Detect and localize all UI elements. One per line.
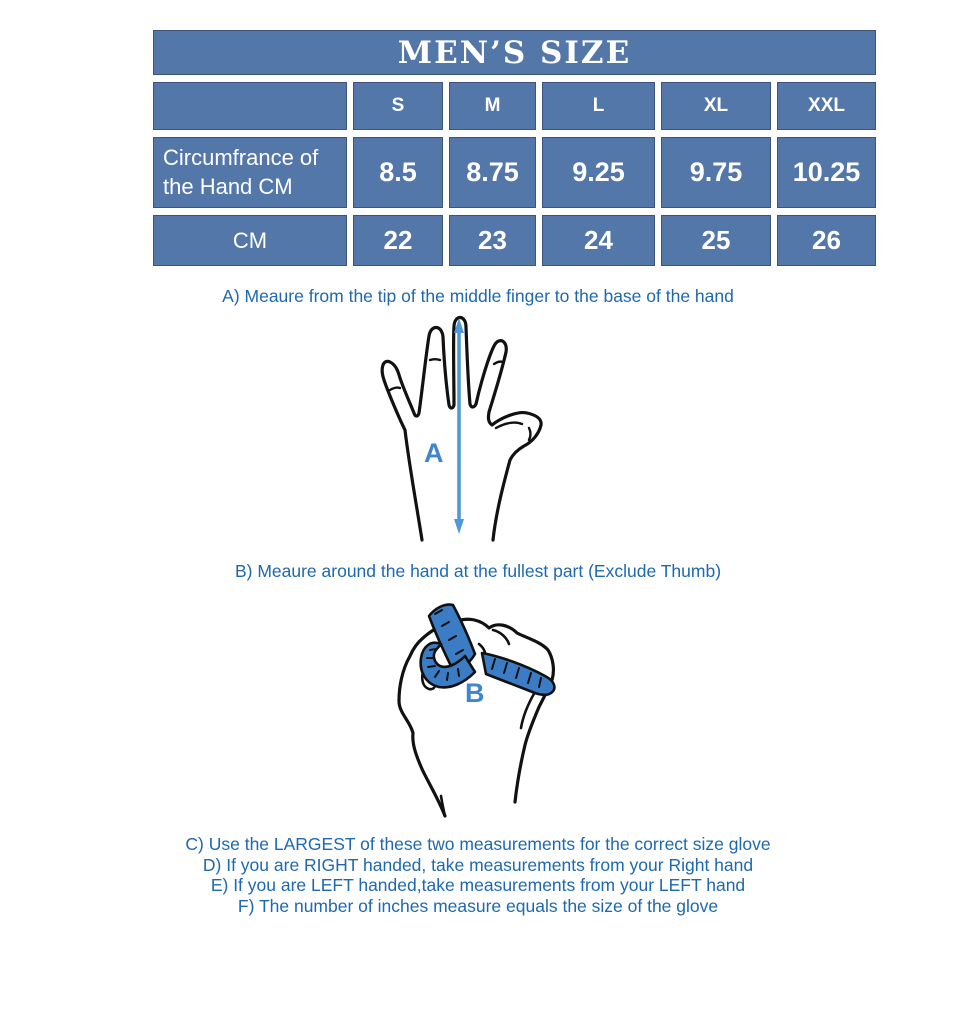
table-title: MEN’S SIZE (153, 30, 876, 75)
fist-measure-diagram (385, 592, 585, 830)
instruction-a: A) Meaure from the tip of the middle finger to the base of the hand (222, 286, 734, 306)
col-header-l: L (542, 82, 655, 130)
mens-size-table (153, 30, 876, 266)
circumference-value-s: 8.5 (353, 137, 443, 208)
circumference-value-l: 9.25 (542, 137, 655, 208)
col-header-xxl: XXL (777, 82, 876, 130)
row-label-cm: CM (153, 215, 347, 266)
cm-value-xxl: 26 (777, 215, 876, 266)
cm-value-xl: 25 (661, 215, 771, 266)
cm-value-m: 23 (449, 215, 536, 266)
open-hand-diagram (366, 312, 558, 544)
instruction-f: F) The number of inches measure equals the size of the glove (237, 895, 719, 916)
col-header-s: S (353, 82, 443, 130)
circumference-value-xxl: 10.25 (777, 137, 876, 208)
fist-diagram-label-b: B (465, 678, 485, 708)
cm-value-s: 22 (353, 215, 443, 266)
instruction-notes (0, 834, 956, 916)
hand-diagram-label-a: A (424, 438, 444, 468)
instruction-b: B) Meaure around the hand at the fullest part (Exclude Thumb) (234, 561, 722, 581)
instruction-d: D) If you are RIGHT handed, take measurements from your Right hand (202, 854, 754, 875)
instruction-c: C) Use the LARGEST of these two measurements for the correct size glove (185, 834, 771, 854)
instruction-e: E) If you are LEFT handed,take measurements from your LEFT hand (210, 875, 746, 895)
cm-value-l: 24 (542, 215, 655, 266)
circumference-value-m: 8.75 (449, 137, 536, 208)
corner-empty-cell (153, 82, 347, 130)
fist-outline-drawing (399, 619, 553, 816)
col-header-xl: XL (661, 82, 771, 130)
row-label-circumference: Circumfrance of the Hand CM (153, 137, 347, 208)
hand-outline-drawing (382, 317, 541, 540)
circumference-value-xl: 9.75 (661, 137, 771, 208)
col-header-m: M (449, 82, 536, 130)
